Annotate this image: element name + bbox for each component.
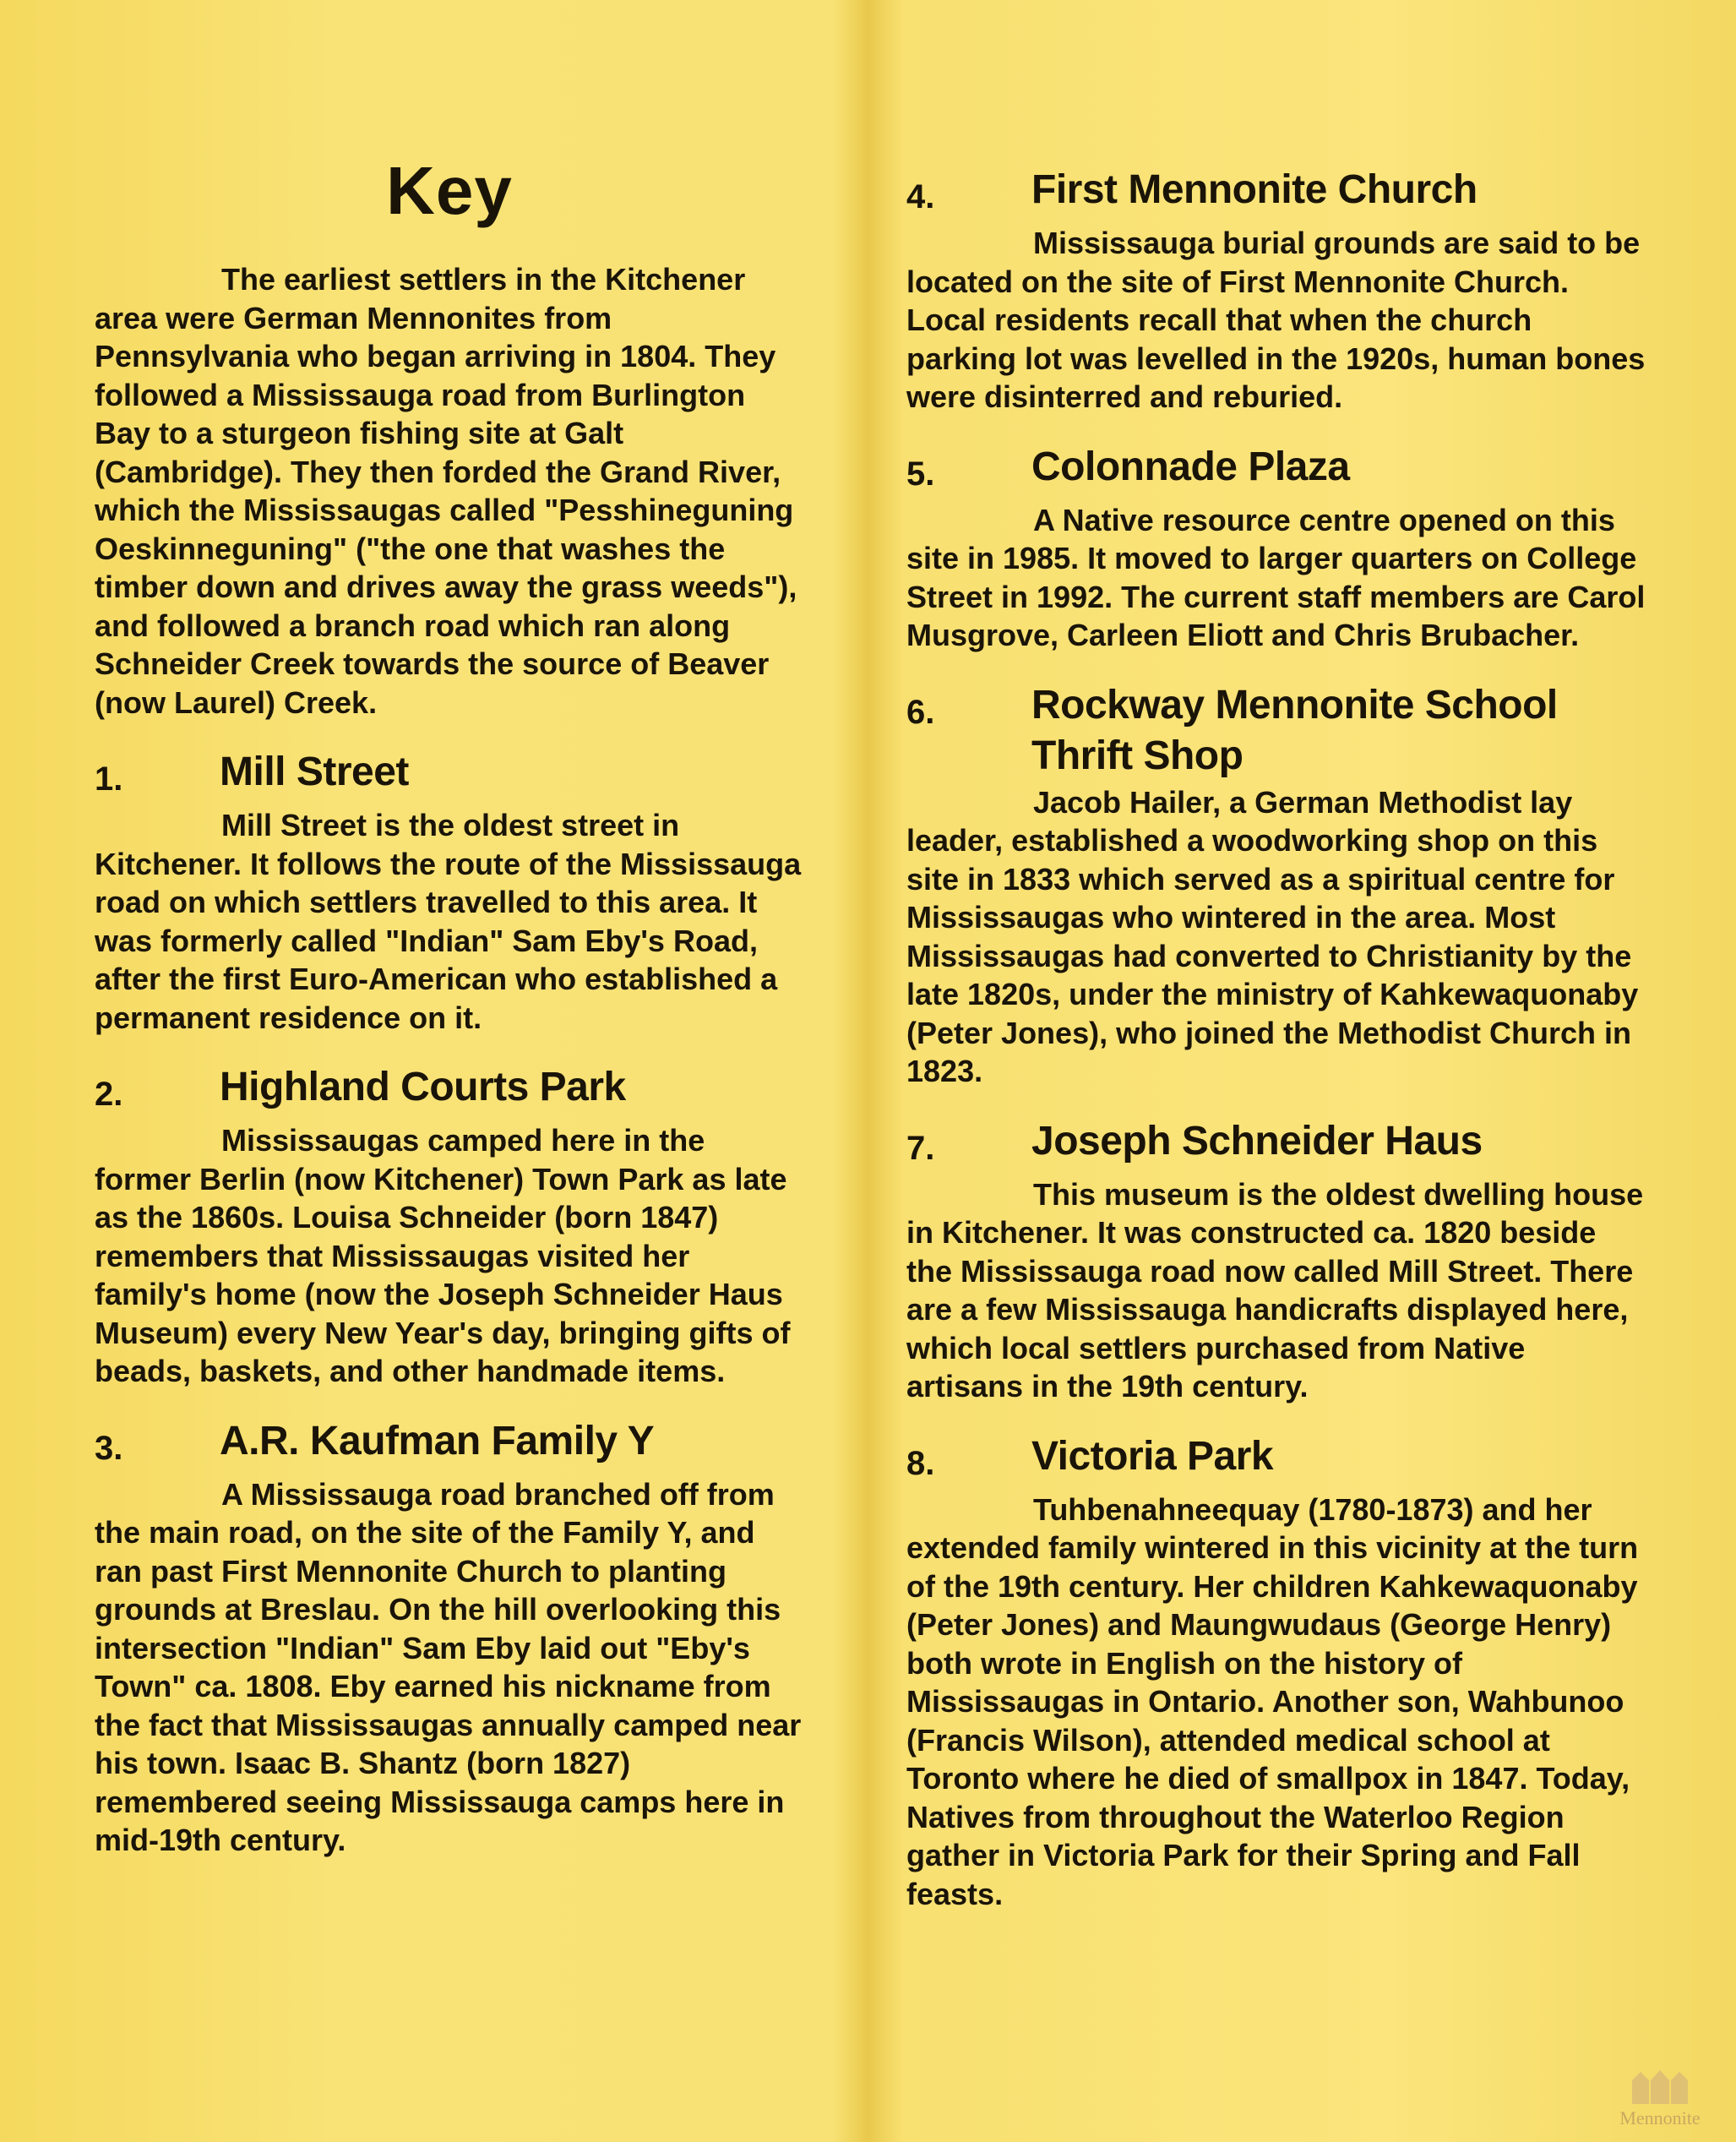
- entry-number: 3.: [95, 1429, 123, 1467]
- entry-title: Joseph Schneider Haus: [1031, 1118, 1483, 1164]
- entry-title: A.R. Kaufman Family Y: [220, 1418, 655, 1463]
- entry-title: Rockway Mennonite School Thrift Shop: [1031, 682, 1558, 778]
- entry-title: Mill Street: [220, 749, 409, 794]
- key-entry-highland-courts-park: [95, 1062, 804, 1391]
- entry-body: This museum is the oldest dwelling house in Kitchener. It was constructed ca. 1820 beside the Mississauga road now called Mill Street. There are a few Mississauga handicrafts displayed here, which local settlers purchased from Native artisans in the 19th century.: [906, 1176, 1644, 1403]
- entry-body: Mississauga burial grounds are said to be located on the site of First Mennonite Church. Local residents recall that when the church parking lot was levelled in the 1920s, human bones were disinterred and reburied.: [906, 226, 1646, 414]
- entry-number: 4.: [906, 178, 935, 215]
- entry-body: Jacob Hailer, a German Methodist lay leader, established a woodworking shop on this site in 1833 which served as a spiritual centre for Mississaugas who wintered in the area. Most Mississaugas had converted to Christianity by the late 1820s, under the ministry of Kahkewaquonaby (Peter Jones), who joined the Methodist Church in 1823.: [906, 784, 1639, 1088]
- entry-body: A Mississauga road branched off from the main road, on the site of the Family Y, and ran past First Mennonite Church to planting grounds at Breslau. On the hill overlooking this intersection "Indian" Sam Eby laid out "Eby's Town" ca. 1808. Eby earned his nickname from the fact that Mississaugas annually camped near his town. Isaac B. Shantz (born 1827) remembered seeing Mississauga camps here in mid-19th century.: [95, 1476, 802, 1857]
- key-intro: The earliest settlers in the Kitchener area were German Mennonites from Pennsylvania who began arriving in 1804. They followed a Mississauga road from Burlington Bay to a sturgeon fishing site at Galt (Cambridge). They then forded the Grand River, which the Mississaugas called "Pesshineguning Oeskinneguning" ("the one that washes the timber down and drives away the grass weeds"), and followed a branch road which ran along Schneider Creek towards the source of Beaver (now Laurel) Creek.: [95, 262, 797, 720]
- entry-title: Victoria Park: [1031, 1433, 1274, 1479]
- entry-body: Tuhbenahneequay (1780-1873) and her extended family wintered in this vicinity at the turn of the 19th century. Her children Kahkewaquonaby (Peter Jones) and Maungwudaus (George Henry) both wrote in English on the history of Mississaugas in Ontario. Another son, Wahbunoo (Francis Wilson), attended medical school at Toronto where he died of smallpox in 1847. Today, Natives from throughout the Waterloo Region gather in Victoria Park for their Spring and Fall feasts.: [906, 1491, 1639, 1911]
- key-entry-kaufman-family-y: [95, 1416, 804, 1860]
- entry-body: A Native resource centre opened on this site in 1985. It moved to larger quarters on College Street in 1992. The current staff members are Carol Musgrove, Carleen Eliott and Chris Brubacher.: [906, 502, 1646, 652]
- entry-title: First Mennonite Church: [1031, 167, 1478, 212]
- key-entry-first-mennonite-church: [906, 165, 1650, 417]
- left-column: [95, 152, 804, 1860]
- entry-number: 1.: [95, 760, 123, 798]
- watermark-text: Mennonite: [1619, 2107, 1701, 2128]
- key-entry-rockway-thrift-shop: [906, 680, 1650, 1091]
- entry-number: 2.: [95, 1076, 123, 1113]
- right-column: [906, 165, 1650, 1913]
- key-entry-mill-street: [95, 747, 804, 1037]
- entry-number: 5.: [906, 455, 935, 493]
- mennonite-logo-icon: [1630, 2068, 1690, 2106]
- key-entry-joseph-schneider-haus: [906, 1116, 1650, 1406]
- entry-number: 6.: [906, 693, 935, 731]
- entry-title: Highland Courts Park: [220, 1065, 626, 1109]
- entry-body: Mississaugas camped here in the former Berlin (now Kitchener) Town Park as late as the 1860s. Louisa Schneider (born 1847) remembers that Mississaugas visited her family's home (now the Joseph Schneider Haus Museum) every New Year's day, bringing gifts of beads, baskets, and other handmade items.: [95, 1123, 791, 1388]
- key-entry-victoria-park: [906, 1431, 1650, 1914]
- key-entry-colonnade-plaza: [906, 442, 1650, 655]
- entry-body: Mill Street is the oldest street in Kitchener. It follows the route of the Mississauga road on which settlers travelled to this area. It was formerly called "Indian" Sam Eby's Road, after the first Euro-American who established a permanent residence on it.: [95, 808, 802, 1035]
- key-title: Key: [386, 153, 513, 228]
- entry-number: 7.: [906, 1129, 935, 1167]
- entry-number: 8.: [906, 1444, 935, 1482]
- entry-title: Colonnade Plaza: [1031, 444, 1350, 489]
- archive-watermark: [1601, 2068, 1719, 2129]
